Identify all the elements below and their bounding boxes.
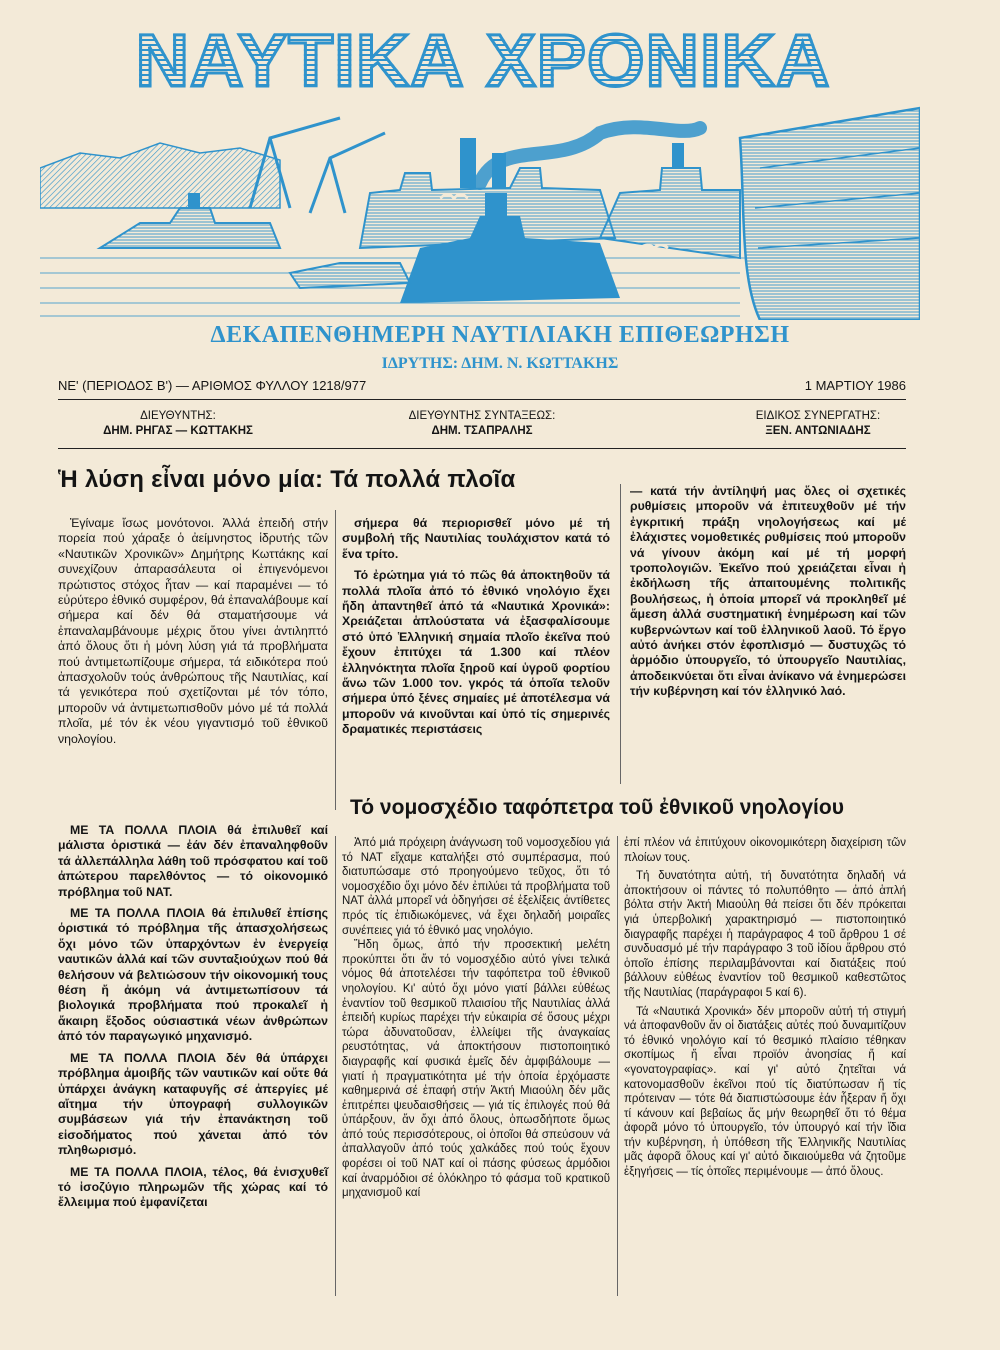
founder-line: ΙΔΡΥΤΗΣ: ΔΗΜ. Ν. ΚΩΤΤΑΚΗΣ <box>381 355 619 372</box>
staff-director: ΔΙΕΥΘΥΝΤΗΣ: ΔΗΜ. ΡΗΓΑΣ — ΚΩΤΤΑΚΗΣ <box>103 410 253 437</box>
article2-paragraph: Ἤδη ὅμως, ἀπό τήν προσεκτική μελέτη προκύπτει ὅτι ἄν τό νομοσχέδιο αὐτό γίνει τελικά νόμος θά ἀποτελέσει τήν ταφόπετρα τοῦ ἐθνικοῦ νηολογίου. Κι' αὐτό ὄχι μόνο γιατί βάλλει εὐθέως ἐναντίον τοῦ θεσμικοῦ πλαισίου τῆς Ναυτιλίας ἀλλά ἐπειδή κυρίως παρέχει τήν εὐκαιρία σέ ὅσους μέχρι τώρα ἀδυνατοῦσαν, ἐλλείψει τῆς ἀναγκαίας ρευστότητας, νά ἀποκτήσουν πιστοποιητικό διαγραφῆς καί φυσικά ἐμεῖς δέν ἀμφιβάλουμε — γιατί ἡ πραγματικότητα μέ τήν ὁποία ἐρχόμαστε καθημερινά σέ ἐπαφή στήν Ἀκτή Μιαούλη δέν μᾶς ἐπιτρέπει ψευδαισθήσεις — γιά τίς ἐπιλογές πού θά ὑπάρξουν, ἄν ὄχι ἀπό ὅλους, ὁπωσδήποτε ὅμως ἀπό τούς περισσότερους, οἱ ὁποῖοι θά σπεύσουν νά ἀπαλλαγοῦν ἀπό τούς χαλκάδες πού τούς ἔχουν φορέσει οἱ τοῦ ΝΑΤ καί οἱ πάσης φύσεως ἁρμόδιοι καί ἀναρμόδιοι σέ ὁλόκληρο τό φάσμα τοῦ κρατικοῦ μηχανισμοῦ καί <box>342 939 610 1200</box>
article2-paragraph: Τά «Ναυτικά Χρονικά» δέν μποροῦν αὐτή τή στιγμή νά ἀποφανθοῦν ἄν οἱ διατάξεις αὐτές πού δυναμιτίζουν τό ἐθνικό νηολόγιο καί τό θεσμικό πλαίσιο τέθηκαν σκοπίμως ἤ εἶναι προϊόν ἀνοησίας ἤ καί «γονατογραφίας». καί γι' αὐτό ζητεῖται νά κατονομασθοῦν ἐκεῖνοι πού τίς διατύπωσαν ἤ τίς πρότειναν — τότε θά διαπιστώσουμε ἐάν ἦξεραν ἤ ὄχι τί κάνουν καί βεβαίως ἄς μήν θεωρηθεῖ ὅτι τό θέμα ἀφορᾶ μόνο τό ὑπουργεῖο, τόν ὑπουργό καί τήν ἴδια τήν κυβέρνηση, ἡ ὑπόθεση τῆς Ἑλληνικῆς Ναυτιλίας μᾶς ἀφορᾶ ὅλους καί γι' αὐτό δικαιούμεθα νά ζητοῦμε ἐξηγήσεις — τίς ὁποῖες περιμένουμε — ἀπό ὅλους. <box>624 1005 906 1179</box>
column-divider <box>617 836 618 1296</box>
masthead-title: ΝΑΥΤΙΚΑ ΧΡΟΝΙΚΑ <box>48 26 918 96</box>
article1-bold-paragraph: ΜΕ ΤΑ ΠΟΛΛΑ ΠΛΟΙΑ θά ἐπιλυθεῖ ἐπίσης ὁριστικά τό πρόβλημα τῆς ἀπασχολήσεως ὄχι μόνο τῶν ὑπαρχόντων ἐν ἐνεργείᾳ ναυτικῶν ἀλλά καί τῶν συνταξιούχων πού θά θελήσουν νά βελτιώσουν τήν οἰκονομική τους θέση ἤ ἀκόμη νά ἀντιμετωπίσουν τά βιολογικά προβλήματα πού προκαλεῖ ἡ ἄκαιρη ἔξοδος ούσιαστικά νέων ἀνθρώπων ἀπό τόν παραγωγικό μηχανισμό. <box>58 906 328 1044</box>
column-divider <box>335 510 336 810</box>
article2-paragraph: Τή δυνατότητα αὐτή, τή δυνατότητα δηλαδή νά ἀποκτήσουν οἱ πάντες τό πολυπόθητο — ἀπό ἁπλή βόλτα στήν Ἀκτή Μιαούλη θά πείσει ὅτι δέν πρόκειται γιά ὑπερβολική χαρακτηρισμό — πιστοποιητικό διαγραφῆς παρέχει ἡ παράγραφος 4 τοῦ ἄρθρου 1 σέ συνδυασμό μέ τήν παράγραφο 3 τοῦ ἰδίου ἄρθρου στό ὁποῖο ἐπίσης περιλαμβάνονται καί διατάξεις πού βάλλουν εὐθέως ἐναντίον τοῦ θεσμικοῦ καθεστῶτος τῆς Ναυτιλίας (παράγραφοι 5 καί 6). <box>624 870 906 999</box>
article2-paragraph: ἐπί πλέον νά ἐπιτύχουν οἰκονομικότερη διαχείριση τῶν πλοίων τους. <box>624 837 906 864</box>
column-divider <box>620 484 621 784</box>
staff-box <box>58 409 906 443</box>
harbor-ships-illustration <box>40 98 920 320</box>
article1-paragraph: Τό ἐρώτημα γιά τό πῶς θά ἀποκτηθοῦν τά πολλά πλοῖα ἀπό τό ἐθνικό νηολόγιο ἔχει ἤδη ἀπαντηθεῖ ἀπό τά «Ναυτικά Χρονικά»: Χρειάζεται ἁπλούστατα νά ἐξασφαλίσουμε στό ὑπό Ἑλληνική σημαία πλοῖο ἐκεῖνα πού ἔχουν ἐπιτύχει τά 1.300 καί πλέον ἑλληνόκτητα πλοῖα ξηροῦ καί ὑγροῦ φορτίου ἄνω τῶν 1.000 τον. γκρός τά ὁποῖα τελοῦν σήμερα ὑπό ξένες σημαίες μέ ἀποτέλεσμα νά μποροῦν νά κινοῦνται καί ὑπό τίς σημερινές δραματικές περιστάσεις <box>342 568 610 737</box>
article2-column1 <box>342 836 610 1201</box>
issue-info <box>58 378 906 393</box>
article1-headline: Ἡ λύση εἶναι μόνο μία: Τά πολλά πλοῖα <box>58 466 516 493</box>
header-rule-top <box>58 399 906 400</box>
publication-subtitle: ΔΕΚΑΠΕΝΘΗΜΕΡΗ ΝΑΥΤΙΛΙΑΚΗ ΕΠΙΘΕΩΡΗΣΗ <box>210 322 790 348</box>
article1-bold-paragraph: ΜΕ ΤΑ ΠΟΛΛΑ ΠΛΟΙΑ δέν θά ὑπάρχει πρόβλημα ἀμοιβῆς τῶν ναυτικῶν καί οὔτε θά ὑπάρχει ἀνάγκη καταφυγῆς σέ ἀπεργίες μέ αἴτημα τήν ὑπογραφή συλλογικῶν συμβάσεων γιά τήν ἐπανάκτηση τοῦ εἰσοδήματος πού χάνεται ἀπό τόν πληθωρισμό. <box>58 1050 328 1158</box>
article2-column2 <box>624 836 906 1180</box>
article2-headline: Τό νομοσχέδιο ταφόπετρα τοῦ ἐθνικοῦ νηολογίου <box>350 796 844 819</box>
header-rule-bottom <box>58 448 906 449</box>
article1-bold-paragraph: ΜΕ ΤΑ ΠΟΛΛΑ ΠΛΟΙΑ θά ἐπιλυθεῖ καί μάλιστα ὁριστικά — ἐάν δέν ἐπαναληφθοῦν τά ἀλλεπάλληλα λάθη τοῦ πρόσφατου καί τοῦ ἀπώτερου παρελθόντος — τό οἰκονομικό πρόβλημα τοῦ ΝΑΤ. <box>58 823 328 899</box>
article1-column2 <box>342 516 610 738</box>
article1-paragraph: σήμερα θά περιορισθεῖ μόνο μέ τή συμβολή τῆς Ναυτιλίας τουλάχιστον κατά τό ἕνα τρίτο. <box>342 516 610 561</box>
article1-paragraph: Ἐγίναμε ἴσως μονότονοι. Ἀλλά ἐπειδή στήν πορεία πού χάραξε ὁ ἀείμνηστος ἱδρυτής τῶν «Ναυτικῶν Χρονικῶν» Δημήτρης Κωττάκης καί συνεχίζουν ἀπαρασάλευτα οἱ ἐπιγενόμενοι πρώτιστος στόχος ἦταν — καί παραμένει — τό εὐρύτερο ἐθνικό συμφέρον, θά ἐπαναλάβουμε καί σήμερα καί δέν θά σταματήσουμε νά ἐπαναλαμβάνουμε μέχρις ὅτου γίνει ἀντιληπτό ἀπό ὅλους ὅτι ἡ μόνη λύση γιά τά προβλήματα πού ἀντιμετωπίζουμε σήμερα, τά ειδικότερα πού ἀπασχολοῦν τούς ἀνθρώπους τῆς Ναυτιλίας, καί τά γενικότερα πού σχετίζονται μέ τόν τόπο, μποροῦν νά ἀντιμετωπισθοῦν μόνο μέ τά πολλά πλοῖα, μέ τόν ἐκ νέου γιγαντισμό τοῦ ἐθνικοῦ νηολογίου. <box>58 516 328 746</box>
article1-bold-paragraph: ΜΕ ΤΑ ΠΟΛΛΑ ΠΛΟΙΑ, τέλος, θά ἐνισχυθεῖ τό ἰσοζύγιο πληρωμῶν τῆς χώρας καί τό ἔλλειμμα πού ἐμφανίζεται <box>58 1164 328 1210</box>
article1-paragraph: — κατά τήν ἀντίληψή μας ὅλες οἱ σχετικές ρυθμίσεις μποροῦν νά ἐπιτευχθοῦν μέ τήν ἐγκριτική πράξη νηολογήσεως καί μέ ἐλάχιστες νομοθετικές ρυθμίσεις πού μποροῦν νά γίνουν ἀκόμη καί μέ τή μορφή τροπολογιῶν. Ἐκεῖνο πού χρειάζεται εἶναι ἡ ἐκδήλωση τῆς ἀπαιτουμένης πολιτικῆς βουλήσεως, ἡ ὁποία μπορεῖ νά προκληθεῖ μέ ἄμεση ἀλλά συστηματική ἐνημέρωση καί τῶν κυβερνώντων καί τοῦ ἑλληνικοῦ λαοῦ. Τό ἔργο αὐτό ἀνήκει στόν ἐφοπλισμό — δυστυχῶς τό ἁρμόδιο ὑπουργεῖο, τό ὑπουργεῖο Ναυτιλίας, ἀποδεικνύεται ὅτι εἶναι ἀνίκανο νά ἐνημερώσει τήν κυβέρνηση καί τόν ἑλληνικό λαό. <box>630 484 906 699</box>
staff-collaborator: ΕΙΔΙΚΟΣ ΣΥΝΕΡΓΑΤΗΣ: ΞΕΝ. ΑΝΤΩΝΙΑΔΗΣ <box>755 410 881 437</box>
staff-editor: ΔΙΕΥΘΥΝΤΗΣ ΣΥΝΤΑΞΕΩΣ: ΔΗΜ. ΤΣΑΠΡΑΛΗΣ <box>408 410 556 437</box>
issue-date: 1 ΜΑΡΤΙΟΥ 1986 <box>804 378 906 393</box>
article1-column1 <box>58 516 328 747</box>
column-divider <box>335 836 336 1296</box>
article2-paragraph: Ἀπό μιά πρόχειρη ἀνάγνωση τοῦ νομοσχεδίου γιά τό ΝΑΤ εἴχαμε καταλήξει στό συμπέρασμα, πού διατυπώσαμε στό προηγούμενο τεῦχος, ὅτι τό νομοσχέδιο ὄχι μόνο δέν ἐπιλύει τά προβλήματα τοῦ ΝΑΤ ἀλλά μπορεῖ νά ὁδηγήσει σέ ἐξελίξεις ἀντίθετες πρός τίς ἐπιδιωκόμενες, νά ἔχει δηλαδή μοιραῖες συνέπειες γιά τό ἐθνικό μας νηολόγιο. <box>342 837 610 937</box>
issue-number: ΝΕ' (ΠΕΡΙΟΔΟΣ Β') — ΑΡΙΘΜΟΣ ΦΥΛΛΟΥ 1218/977 <box>58 378 367 393</box>
article1-column3 <box>630 484 906 700</box>
article1-column1-bold <box>58 823 328 1211</box>
